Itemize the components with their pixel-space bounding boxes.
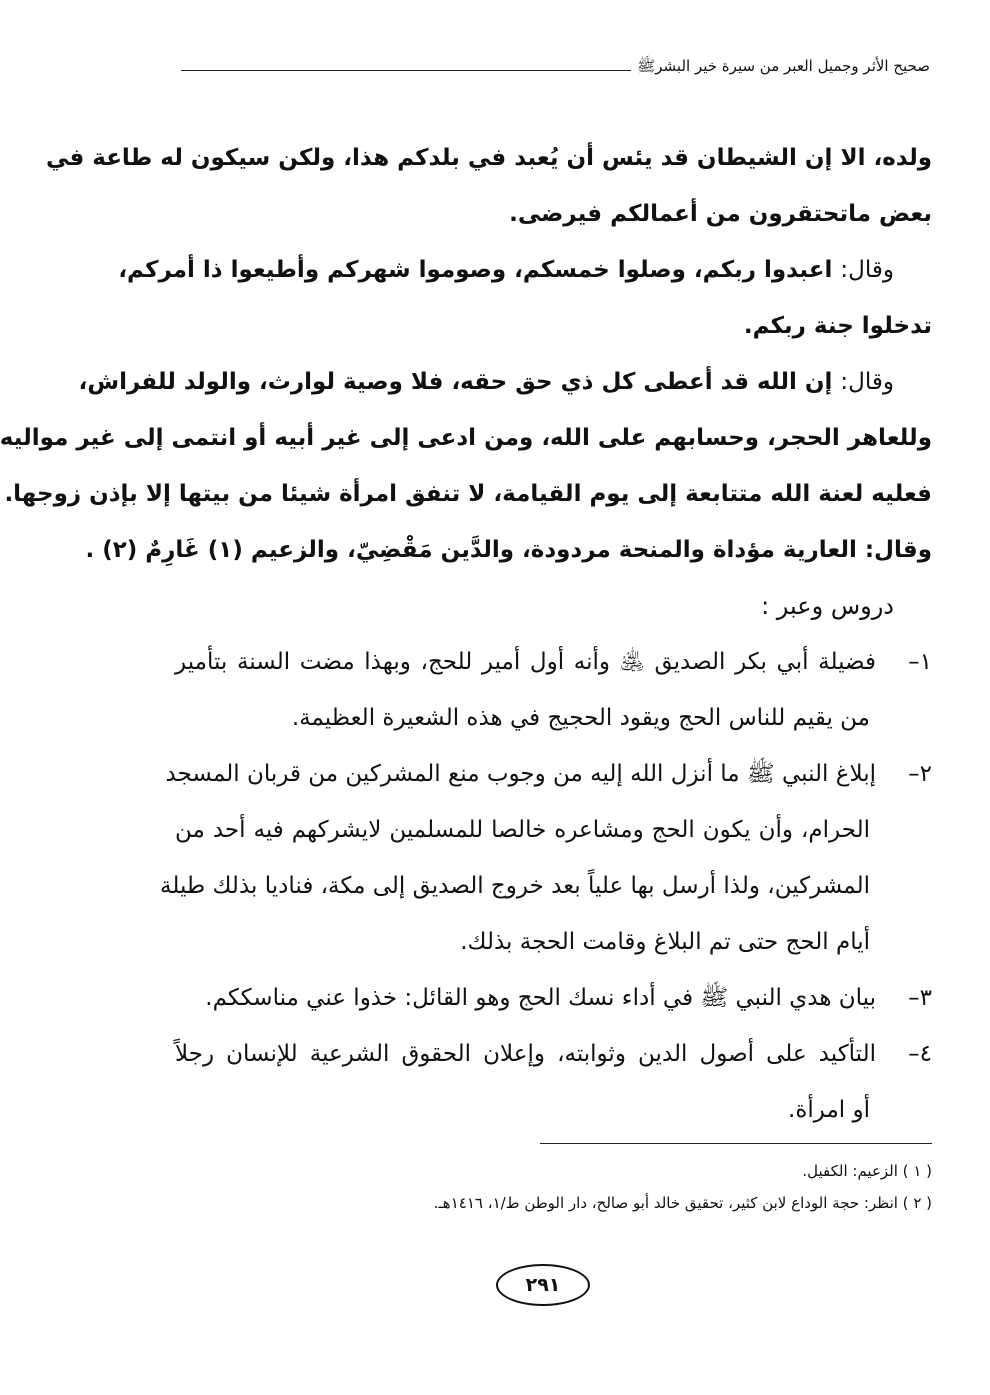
lesson-item-1-line-2: من يقيم للناس الحج ويقود الحجيج في هذه الشعيرة العظيمة. (291, 705, 870, 731)
lesson-item-2-line-1 (165, 746, 932, 802)
lesson-item-3-line-1 (175, 970, 932, 1026)
header-rule (181, 70, 631, 71)
lesson-item-3-number: ٣– (908, 985, 932, 1011)
lesson-item-2-number: ٢– (908, 761, 932, 787)
paragraph-2-line-1 (118, 242, 932, 298)
paragraph-2-line-1-text: اعبدوا ربكم، وصلوا خمسكم، وصوموا شهركم وأطيعوا ذا أمركم، (118, 257, 833, 283)
lesson-item-4-text: التأكيد على أصول الدين وثوابته، وإعلان الحقوق الشرعية للإنسان رجلاً (175, 1041, 876, 1067)
paragraph-3-line-3: فعليه لعنة الله متتابعة إلى يوم القيامة، لا تنفق امرأة شيئا من بيتها إلا بإذن زوجها. (4, 481, 932, 507)
footnote-2: ( ٢ ) انظر: حجة الوداع لابن كثير، تحقيق خالد أبو صالح، دار الوطن ط/١، ١٤١٦هـ. (433, 1194, 932, 1212)
lesson-item-4-line-1 (175, 1026, 932, 1082)
lesson-item-2-line-2: الحرام، وأن يكون الحج ومشاعره خالصا للمسلمين لايشركهم فيه أحد من (175, 817, 870, 843)
paragraph-3-line-1 (78, 354, 932, 410)
lessons-heading: دروس وعبر : (761, 592, 894, 620)
lesson-item-1-line-1 (175, 634, 932, 690)
paragraph-3-lead: وقال: (840, 369, 894, 395)
lesson-item-3-text: بيان هدي النبي ﷺ في أداء نسك الحج وهو القائل: خذوا عني مناسككم. (205, 985, 876, 1011)
lesson-item-1-text: فضيلة أبي بكر الصديق ﵁ وأنه أول أمير للحج، وبهذا مضت السنة بتأمير (175, 649, 876, 675)
lesson-item-2-line-4: أيام الحج حتى تم البلاغ وقامت الحجة بذلك. (460, 929, 870, 955)
paragraph-1-line-1: ولده، الا إن الشيطان قد يئس أن يُعبد في بلدكم هذا، ولكن سيكون له طاعة في (45, 145, 932, 171)
running-header (181, 56, 930, 80)
lesson-item-2-line-3: المشركين، ولذا أرسل بها علياً بعد خروج الصديق إلى مكة، فناديا بذلك طيلة (160, 873, 870, 899)
paragraph-3-line-2: وللعاهر الحجر، وحسابهم على الله، ومن ادعى إلى غير أبيه أو انتمى إلى غير مواليه (0, 425, 932, 451)
lesson-item-4-line-2: أو امرأة. (788, 1097, 870, 1123)
running-title: صحيح الأثر وجميل العبر من سيرة خير البشرﷺ (637, 57, 930, 75)
footnote-rule (540, 1143, 932, 1144)
paragraph-2-lead: وقال: (840, 257, 894, 283)
paragraph-4-line-1: وقال: العارية مؤداة والمنحة مردودة، والدَّين مَقْضِيّ، والزعيم (١) غَارِمٌ (٢) . (85, 537, 932, 563)
lesson-item-1-number: ١– (908, 649, 932, 675)
paragraph-3-line-1-text: إن الله قد أعطى كل ذي حق حقه، فلا وصية لوارث، والولد للفراش، (78, 369, 833, 395)
page-body (0, 130, 932, 1138)
paragraph-1-line-2: بعض ماتحتقرون من أعمالكم فيرضى. (509, 201, 932, 227)
footnotes (175, 1155, 932, 1219)
page-number: ٢٩١ (496, 1264, 590, 1306)
lesson-item-2-text: إبلاغ النبي ﷺ ما أنزل الله إليه من وجوب منع المشركين من قربان المسجد (165, 761, 876, 787)
footnote-1: ( ١ ) الزعيم: الكفيل. (802, 1162, 932, 1180)
paragraph-2-line-2: تدخلوا جنة ربكم. (743, 313, 932, 339)
lesson-item-4-number: ٤– (908, 1041, 932, 1067)
